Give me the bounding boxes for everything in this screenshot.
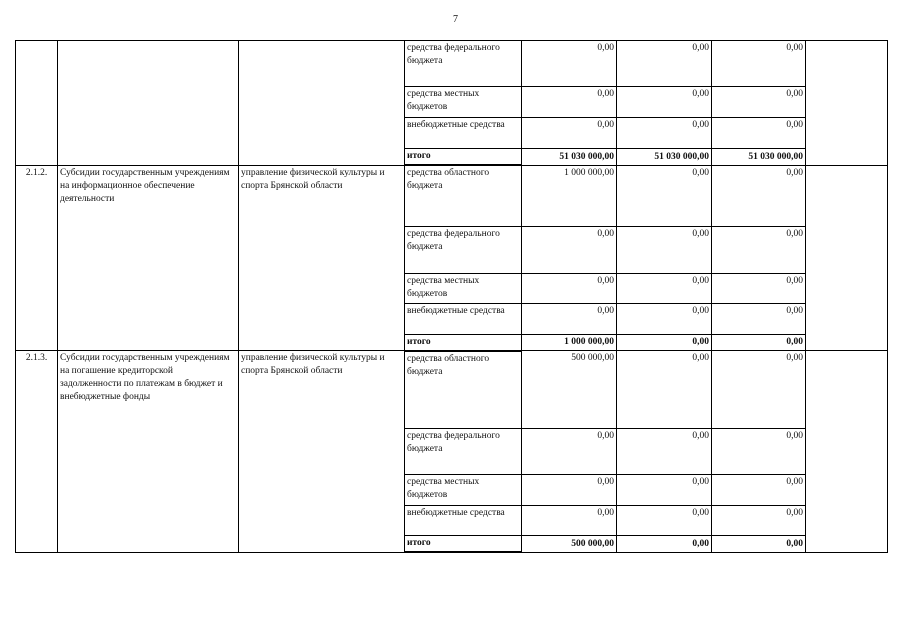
amount-cell: 0,00 [712,226,806,273]
funding-source: средства местных бюджетов [405,87,522,118]
amount-cell: 0,00 [712,303,806,334]
table-row [16,165,888,226]
amount-cell: 0,00 [712,87,806,118]
funding-source: средства федерального бюджета [405,226,522,273]
total-amount: 51 030 000,00 [712,149,806,166]
amount-cell: 0,00 [617,351,712,429]
total-label: итого [405,149,522,166]
funding-source: средства местных бюджетов [405,273,522,303]
empty-cell [806,41,888,166]
amount-cell: 0,00 [617,226,712,273]
total-amount: 0,00 [617,334,712,351]
code-cell [16,41,58,166]
amount-cell: 0,00 [522,506,617,536]
funding-source: средства федерального бюджета [405,429,522,475]
total-label: итого [405,536,522,553]
executor-name: управление физической культуры и спорта Брянской области [239,351,405,553]
empty-cell [806,351,888,553]
amount-cell: 0,00 [522,303,617,334]
funding-source: средства областного бюджета [405,351,522,429]
table-row [16,41,888,87]
section-code: 2.1.3. [16,351,58,553]
amount-cell: 0,00 [522,87,617,118]
amount-cell: 0,00 [712,506,806,536]
funding-source: средства местных бюджетов [405,475,522,506]
amount-cell: 0,00 [522,475,617,506]
funding-source: средства областного бюджета [405,165,522,226]
amount-cell: 0,00 [617,118,712,149]
amount-cell: 0,00 [712,118,806,149]
funding-source: внебюджетные средства [405,506,522,536]
funding-source: внебюджетные средства [405,118,522,149]
total-amount: 0,00 [617,536,712,553]
executor-name: управление физической культуры и спорта Брянской области [239,165,405,351]
total-label: итого [405,334,522,351]
amount-cell: 0,00 [522,118,617,149]
total-amount: 0,00 [712,334,806,351]
measure-name: Субсидии государственным учреждениям на погашение кредиторской задолженности по платежам в бюджет и внебюджетные фонды [58,351,239,553]
executor-cell [239,41,405,166]
budget-table [15,40,888,553]
amount-cell: 0,00 [712,273,806,303]
amount-cell: 0,00 [712,429,806,475]
amount-cell: 1 000 000,00 [522,165,617,226]
amount-cell: 500 000,00 [522,351,617,429]
amount-cell: 0,00 [522,273,617,303]
amount-cell: 0,00 [712,475,806,506]
amount-cell: 0,00 [522,41,617,87]
amount-cell: 0,00 [617,87,712,118]
empty-cell [806,165,888,351]
amount-cell: 0,00 [712,41,806,87]
amount-cell: 0,00 [712,165,806,226]
amount-cell: 0,00 [617,303,712,334]
total-amount: 51 030 000,00 [617,149,712,166]
amount-cell: 0,00 [522,226,617,273]
total-amount: 51 030 000,00 [522,149,617,166]
amount-cell: 0,00 [617,429,712,475]
measure-name: Субсидии государственным учреждениям на информационное обеспечение деятельности [58,165,239,351]
amount-cell: 0,00 [617,506,712,536]
total-amount: 0,00 [712,536,806,553]
amount-cell: 0,00 [617,41,712,87]
page-number: 7 [453,14,458,25]
amount-cell: 0,00 [522,429,617,475]
table-row [16,351,888,429]
measure-name-cell [58,41,239,166]
amount-cell: 0,00 [712,351,806,429]
total-amount: 1 000 000,00 [522,334,617,351]
funding-source: внебюджетные средства [405,303,522,334]
amount-cell: 0,00 [617,475,712,506]
amount-cell: 0,00 [617,273,712,303]
total-amount: 500 000,00 [522,536,617,553]
section-code: 2.1.2. [16,165,58,351]
funding-source: средства федерального бюджета [405,41,522,87]
amount-cell: 0,00 [617,165,712,226]
